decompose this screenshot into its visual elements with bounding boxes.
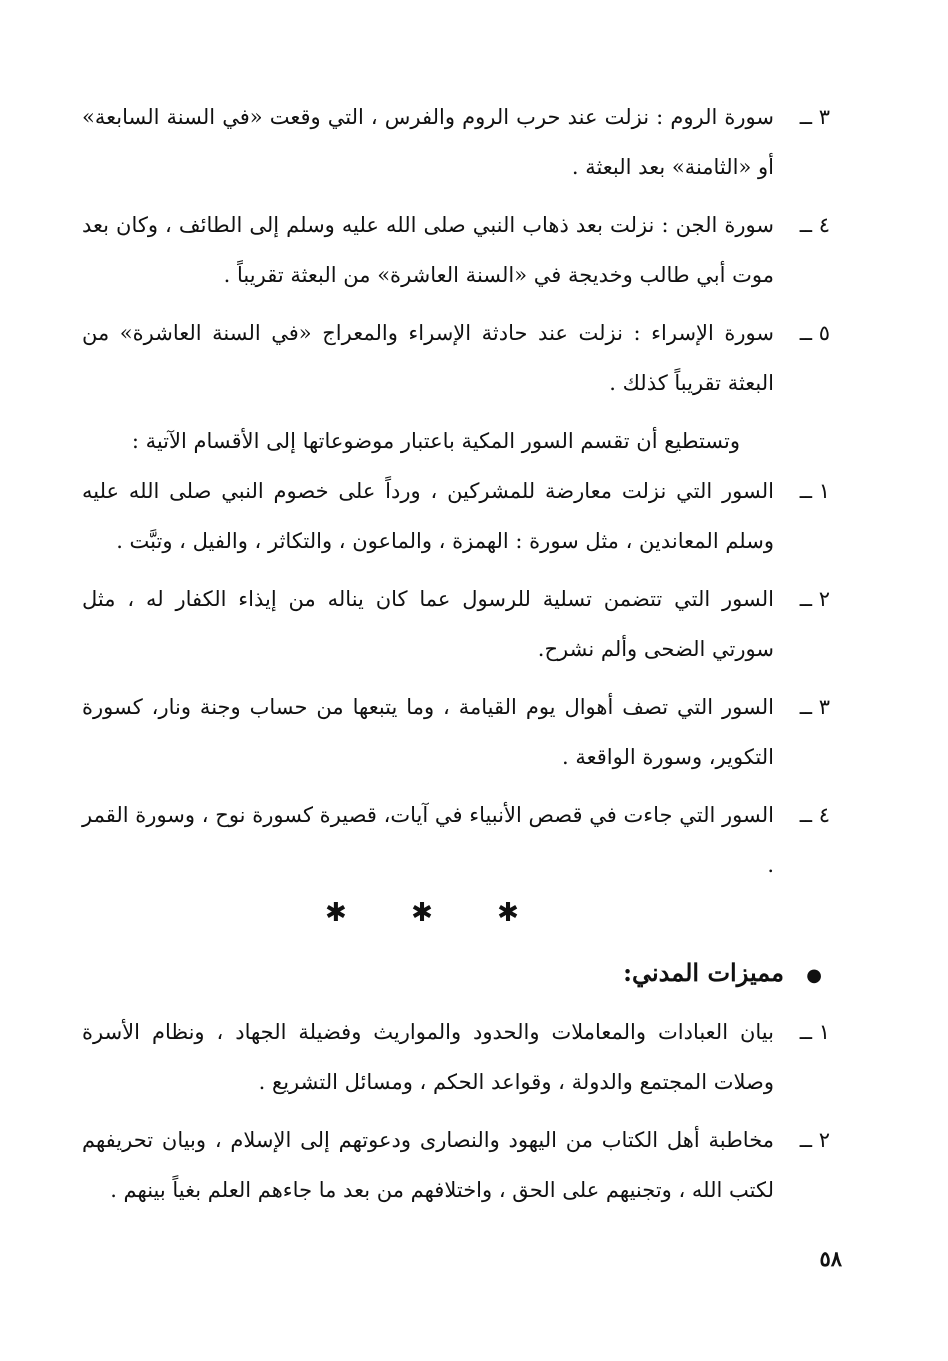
list-item-text: السور التي جاءت في قصص الأنبياء في آيات، قصيرة كسورة نوح ، وسورة القمر . bbox=[82, 803, 774, 877]
list-item-number: ٣ ــ bbox=[799, 695, 830, 719]
list-item-number: ١ ــ bbox=[799, 1020, 830, 1044]
section-heading bbox=[82, 948, 830, 1001]
list-item-text: مخاطبة أهل الكتاب من اليهود والنصارى ودعوتهم إلى الإسلام ، وبيان تحريفهم لكتب الله ، وتجنيهم على الحق ، واختلافهم من بعد ما جاءهم العلم بغياً بينهم . bbox=[82, 1128, 774, 1202]
list-item-madani-1 bbox=[82, 1007, 830, 1107]
page-body bbox=[82, 92, 830, 1223]
list-item-surah-isra bbox=[82, 308, 830, 408]
list-item-number: ٤ ــ bbox=[799, 213, 830, 237]
intro-paragraph: وتستطيع أن تقسم السور المكية باعتبار موضوعاتها إلى الأقسام الآتية : bbox=[131, 429, 740, 453]
list-item-text: سورة الجن : نزلت بعد ذهاب النبي صلى الله عليه وسلم إلى الطائف ، وكان بعد موت أبي طالب وخديجة في «السنة العاشرة» من البعثة تقريباً . bbox=[82, 213, 774, 287]
list-item-text: سورة الإسراء : نزلت عند حادثة الإسراء والمعراج «في السنة العاشرة» من البعثة تقريباً كذلك . bbox=[82, 321, 774, 395]
list-item-number: ٢ ــ bbox=[799, 1128, 830, 1152]
list-item-number: ٥ ــ bbox=[799, 321, 830, 345]
page-number: ٥٨ bbox=[819, 1246, 842, 1271]
list-item-madani-2 bbox=[82, 1115, 830, 1215]
list-item-number: ٤ ــ bbox=[799, 803, 830, 827]
list-item-number: ١ ــ bbox=[799, 479, 830, 503]
bullet-icon: ● bbox=[806, 965, 822, 986]
list-item-text: السور التي تتضمن تسلية للرسول عما كان يناله من إيذاء الكفار له ، مثل سورتي الضحى وألم نشرح. bbox=[82, 587, 774, 661]
list-item-text: السور التي نزلت معارضة للمشركين ، ورداً على خصوم النبي صلى الله عليه وسلم المعاندين ، مثل سورة : الهمزة ، والماعون ، والتكاثر ، والفيل ، وتبَّت . bbox=[82, 479, 774, 553]
list-item-text: بيان العبادات والمعاملات والحدود والمواريث وفضيلة الجهاد ، ونظام الأسرة وصلات المجتمع والدولة ، وقواعد الحكم ، ومسائل التشريع . bbox=[82, 1020, 774, 1094]
list-item-surah-jinn bbox=[82, 200, 830, 300]
list-item-division-2 bbox=[82, 574, 830, 674]
section-heading-title: مميزات المدني: bbox=[623, 958, 784, 987]
list-item-number: ٣ ــ bbox=[799, 105, 830, 129]
list-item-division-3 bbox=[82, 682, 830, 782]
list-item-text: سورة الروم : نزلت عند حرب الروم والفرس ، التي وقعت «في السنة السابعة» أو «الثامنة» بعد البعثة . bbox=[82, 105, 774, 179]
section-separator-stars: ✱ ✱ ✱ bbox=[325, 898, 547, 928]
list-item-text: السور التي تصف أهوال يوم القيامة ، وما يتبعها من حساب وجنة ونار، كسورة التكوير، وسورة الواقعة . bbox=[82, 695, 774, 769]
list-item-division-4 bbox=[82, 790, 830, 890]
list-item-number: ٢ ــ bbox=[799, 587, 830, 611]
list-item-division-1 bbox=[82, 466, 830, 566]
list-item-surah-rum bbox=[82, 92, 830, 192]
